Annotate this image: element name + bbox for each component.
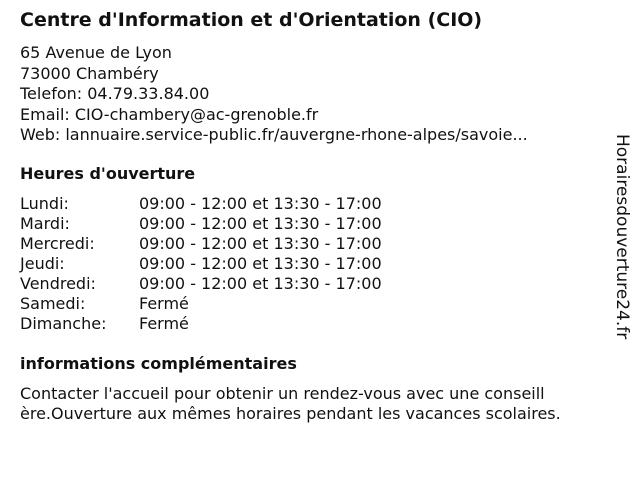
address-street: 65 Avenue de Lyon: [20, 43, 172, 62]
phone-number: Telefon: 04.79.33.84.00: [20, 84, 210, 103]
page-title: Centre d'Information et d'Orientation (CIO): [20, 9, 483, 31]
hours-row-wednesday: [20, 234, 382, 254]
opening-hours-heading: Heures d'ouverture: [20, 164, 196, 183]
time-value: Fermé: [139, 314, 189, 333]
time-value: 09:00 - 12:00 et 13:30 - 17:00: [139, 254, 382, 273]
time-value: 09:00 - 12:00 et 13:30 - 17:00: [139, 234, 382, 253]
hours-row-sunday: [20, 314, 382, 334]
contact-block: [20, 43, 528, 146]
time-value: 09:00 - 12:00 et 13:30 - 17:00: [139, 274, 382, 293]
day-label: Mercredi:: [20, 234, 95, 253]
additional-info-text: Contacter l'accueil pour obtenir un rendez-vous avec une conseill ère.Ouverture aux mêmes horaires pendant les vacances scolaires.: [20, 384, 561, 423]
additional-info-heading: informations complémentaires: [20, 354, 297, 373]
hours-row-monday: [20, 194, 382, 214]
day-label: Jeudi:: [20, 254, 65, 273]
day-label: Samedi:: [20, 294, 86, 313]
opening-hours-table: [20, 194, 382, 334]
address-city: 73000 Chambéry: [20, 63, 159, 83]
website-link: Web: lannuaire.service-public.fr/auvergne-rhone-alpes/savoie...: [20, 125, 528, 144]
day-label: Lundi:: [20, 194, 69, 213]
hours-row-tuesday: [20, 214, 382, 234]
time-value: 09:00 - 12:00 et 13:30 - 17:00: [139, 194, 382, 213]
day-label: Vendredi:: [20, 274, 96, 293]
day-label: Dimanche:: [20, 314, 107, 333]
hours-row-saturday: [20, 294, 382, 314]
brand-watermark: Horairesdouverture24.fr: [612, 134, 632, 340]
day-label: Mardi:: [20, 214, 70, 233]
hours-row-thursday: [20, 254, 382, 274]
hours-row-friday: [20, 274, 382, 294]
email-address: Email: CIO-chambery@ac-grenoble.fr: [20, 104, 319, 124]
time-value: Fermé: [139, 294, 189, 313]
time-value: 09:00 - 12:00 et 13:30 - 17:00: [139, 214, 382, 233]
